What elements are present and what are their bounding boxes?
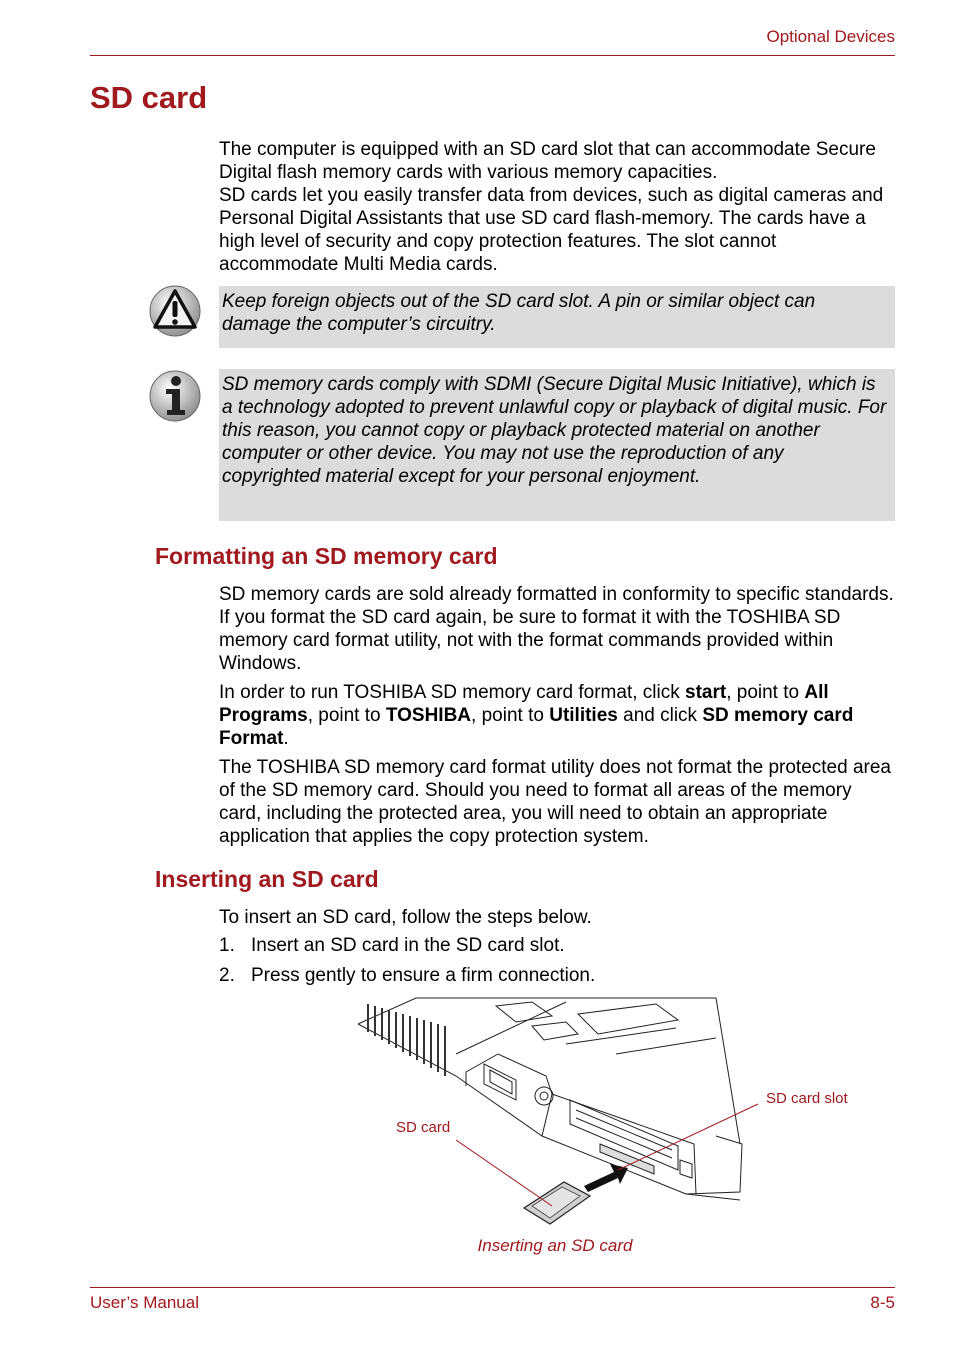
caution-icon (148, 284, 202, 338)
footer-rule (90, 1287, 895, 1288)
header-rule (90, 55, 895, 56)
info-note: SD memory cards comply with SDMI (Secure Digital Music Initiative), which is a technology adopted to prevent unlawful copy or playback of digital music. For this reason, you cannot copy or playback protected material on another computer or other device. You may not use the reproduction of any copyrighted material except for your personal enjoyment. (219, 369, 895, 521)
label-sd-card-slot: SD card slot (766, 1090, 848, 1107)
caution-note: Keep foreign objects out of the SD card slot. A pin or similar object can damage the computer’s circuitry. (219, 286, 895, 348)
steps-list (219, 935, 899, 995)
formatting-heading: Formatting an SD memory card (155, 543, 498, 569)
footer-page-number: 8-5 (870, 1293, 895, 1312)
inserting-heading: Inserting an SD card (155, 866, 379, 892)
intro-paragraph-2: SD cards let you easily transfer data from devices, such as digital cameras and Personal Digital Assistants that use SD card flash-memory. The cards have a high level of security and copy protection features. The slot cannot accommodate Multi Media cards. (219, 185, 884, 275)
page-title: SD card (90, 80, 208, 115)
inserting-intro: To insert an SD card, follow the steps below. (219, 907, 592, 928)
list-item: 1. Insert an SD card in the SD card slot. (219, 935, 565, 956)
intro-paragraph-1: The computer is equipped with an SD card slot that can accommodate Secure Digital flash memory cards with various memory capacities. (219, 139, 876, 183)
figure-caption: Inserting an SD card (477, 1236, 633, 1255)
sd-card-insertion-figure (356, 994, 856, 1234)
label-sd-card: SD card (396, 1119, 451, 1136)
running-header: Optional Devices (766, 27, 895, 46)
formatting-paragraph-3: The TOSHIBA SD memory card format utility does not format the protected area of the SD memory card. Should you need to format all areas of the memory card, including the protected area, you will need to obtain an appropriate application that applies the copy protection system. (219, 757, 891, 847)
formatting-paragraph-1: SD memory cards are sold already formatted in conformity to specific standards. If you format the SD card again, be sure to format it with the TOSHIBA SD memory card format utility, not with the format commands provided within Windows. (219, 584, 894, 674)
footer-manual-title: User’s Manual (90, 1293, 199, 1312)
info-icon (148, 369, 202, 423)
formatting-paragraph-2: In order to run TOSHIBA SD memory card format, click start, point to All Programs, point to TOSHIBA, point to Utilities and click SD memory card Format. (219, 682, 854, 749)
list-item: 2. Press gently to ensure a firm connection. (219, 965, 596, 986)
